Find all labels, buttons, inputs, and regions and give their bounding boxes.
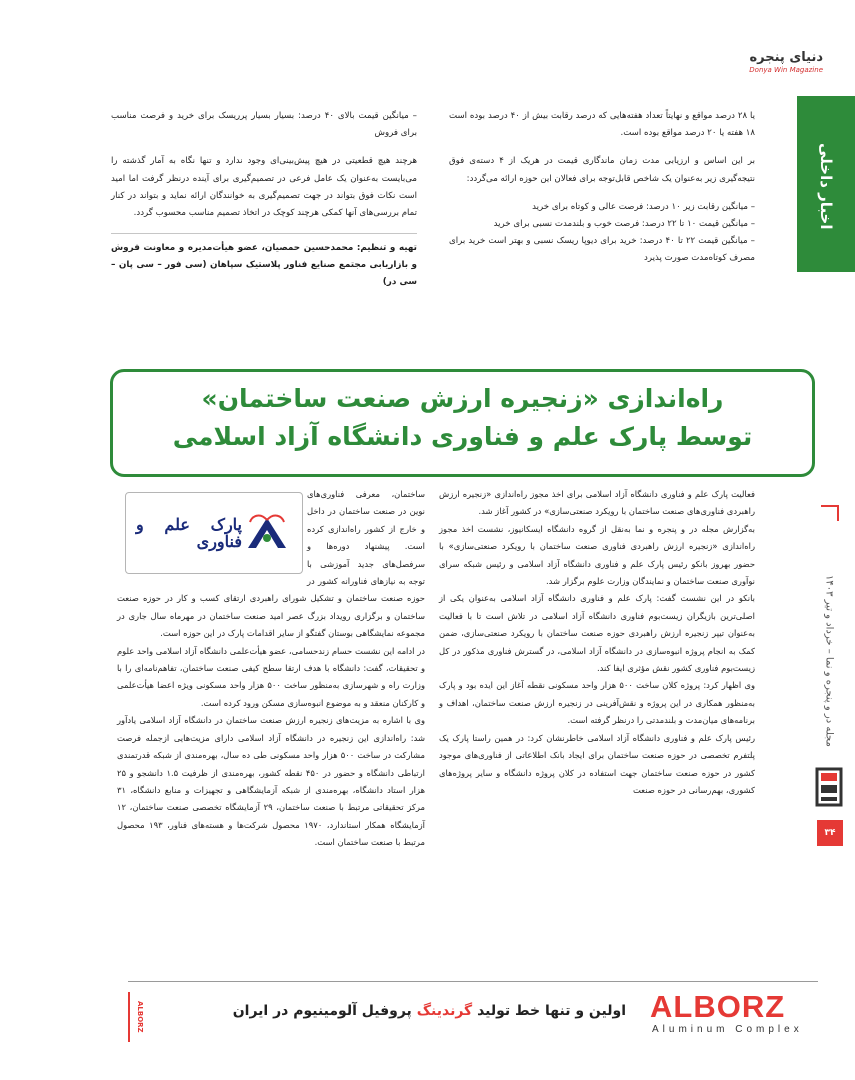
price-bullet-list	[449, 199, 755, 268]
list-item: – میانگین قیمت بالای ۴۰ درصد: بسیار بسیار پرریسک برای خرید و فرصت مناسب برای فروش	[111, 111, 417, 139]
ad-divider	[128, 981, 818, 982]
tagline-post: پروفیل آلومینیوم در ایران	[232, 1003, 417, 1019]
author-credit: تهیه و تنظیم: محمدحسین حمصیان، عضو هیأت‌مدیره و معاونت فروش و بازاریابی مجتمع صنایع فناور پلاستیک سپاهان (سی فور – سی پان – سی در)	[111, 233, 417, 291]
paragraph: ساختمان، معرفی فناوری‌های نوین در صنعت ساختمان در داخل و خارج از کشور راه‌اندازی کرده است. پیشنهاد دوره‌ها و سرفصل‌های جدید آموزشی با توجه به نیازهای فناورانه کشور در حوزه صنعت ساختمان و تشکیل شورای راهبردی ارتقای کسب و کار در حوزه صنعت ساختمان و برگزاری رویداد بزرگ عصر امید صنعت ساختمان در مهرماه سال جاری در مجموعه نمایشگاهی بوستان گفتگو از سایر اقدامات پارک در این حوزه است.	[117, 489, 425, 639]
paragraph: وی با اشاره به مزیت‌های زنجیره ارزش صنعت ساختمان در دانشگاه آزاد اسلامی یادآور شد: راه‌اندازی این زنجیره در دانشگاه آزاد اسلامی دارای مزیت‌هایی ازجمله فرصت مشارکت در ساخت ۵۰۰ هزار واحد مسکونی طی ده سال، بهره‌مندی از شبکه قدرتمندی ارتباطی دانشگاه و حضور در ۴۵۰ نقطه کشور، بهره‌مندی از ظرفیت ۱.۵ دانشجو و ۲۵ هزار استاد دانشگاه، بهره‌مندی از شبکه آزمایشگاهی و تجهیزات و منابع دانشگاه، ۳۱ مرکز تحقیقاتی مرتبط با صنعت ساختمان، ۲۹ آزمایشگاه تخصصی صنعت ساختمان، ۱۲ آزمایشگاه همکار استاندارد، ۱۹۷۰ محصول شرکت‌ها و هسته‌های فناور، ۱۹۳ محصول مرتبط با صنعت ساختمان است.	[117, 715, 426, 848]
brand-subtitle: Aluminum Complex	[652, 1024, 803, 1035]
brand-name: ALBORZ	[650, 989, 786, 1024]
headline-line-1: راه‌اندازی «زنجیره ارزش صنعت ساختمان»	[201, 384, 724, 413]
article-right-column	[439, 486, 755, 799]
park-logo-text: پارک علم و فناوری	[136, 514, 242, 551]
tagline-pre: اولین و تنها خط تولید	[472, 1003, 626, 1019]
article-left-column	[117, 486, 425, 852]
headline-line-2: توسط پارک علم و فناوری دانشگاه آزاد اسلامی	[172, 422, 753, 451]
logo-sub-text: Donya Win Magazine	[749, 66, 823, 74]
logo-main-label: دنیای پنجره	[749, 50, 823, 65]
top-left-column	[111, 108, 417, 291]
paragraph: هرچند هیچ قطعیتی در هیچ پیش‌بینی‌ای وجود ندارد و تنها نگاه به آمار گذشته را می‌بایست به‌عنوان یک عامل فرعی در تصمیم‌گیری برای آینده درنظر گرفت اما امید است نکات فوق بتواند در جهت تصمیم‌گیری به خوانندگان ارائه نماید و بتواند در کنار تمام بررسی‌های آنها کمکی هرچند کوچک در اتخاذ تصمیم مناسب محسوب گردد.	[111, 156, 417, 219]
paragraph: رئیس پارک علم و فناوری دانشگاه آزاد اسلامی خاطرنشان کرد: در همین راستا پارک یک پلتفرم تخصصی در حوزه صنعت ساختمان برای ایجاد بانک اطلاعاتی از فناوری‌های موجود کشور در حوزه صنعت ساختمان جهت استفاده در کلان پروژه دانشگاه و سایر پروژه‌های کشوری، بهم‌رسانی در حوزه صنعت	[439, 732, 755, 795]
paragraph: در ادامه این نشست حسام زندحسامی، عضو هیأت‌علمی دانشگاه آزاد اسلامی واحد علوم و تحقیقات، گفت: دانشگاه با هدف ارتقا سطح کیفی صنعت ساختمان، تفاهم‌نامه‌ای را با وزارت راه و شهرسازی به‌منظور ساخت ۵۰۰ هزار واحد مسکونی ویژه اعضا هیأت‌علمی و کارکنان منعقد و به موضوع انبوه‌سازی مسکن ورود کرده است.	[117, 645, 425, 708]
paragraph: وی اظهار کرد: پروژه کلان ساخت ۵۰۰ هزار واحد مسکونی نقطه آغاز این ایده بود و پارک به‌منظور همکاری در این پروژه و نقش‌آفرینی در زنجیره ارزش صنعت ساختمان، اهداف و برنامه‌های میان‌مدت و بلندمدتی را درنظر گرفته است.	[439, 680, 755, 726]
ad-side-logo: ALBORZ	[128, 992, 144, 1042]
list-item: – میانگین قیمت ۲۲ تا ۴۰ درصد: خرید برای دیوپا ریسک نسبی و بهتر است خرید برای مصرف کوتاه‌مدت صورت پذیرد	[449, 236, 755, 264]
magazine-logo	[723, 50, 823, 76]
alborz-ad-banner[interactable]	[128, 988, 818, 1046]
paragraph: بانکو در این نشست گفت: پارک علم و فناوری دانشگاه آزاد اسلامی به‌عنوان یکی از اصلی‌ترین بازیگران زیست‌بوم فناوری دانشگاه آزاد اسلامی در تلاش است تا با فعالیت به‌عنوان تیپر زنجیره ارزش راهبردی حوزه صنعت ساختمان با رویکرد صنعتی‌سازی، ضمن کمک به انجام پروژه انبوه‌سازی در دانشگاه آزاد اسلامی، در گسترش فناوری مذکور در کل زیست‌بوم فناوری کشور نقش مؤثری ایفا کند.	[439, 593, 755, 674]
ad-tagline	[233, 1003, 626, 1019]
park-logo-box	[125, 492, 303, 574]
list-item: – میانگین رقابت زیر ۱۰ درصد: فرصت عالی و کوتاه برای خرید	[532, 201, 755, 212]
margin-red-bracket	[821, 505, 839, 521]
tagline-highlight: گرندینگ	[416, 1003, 473, 1019]
alborz-logo	[650, 990, 818, 1042]
article-headline-box	[110, 369, 815, 477]
logo-main-text	[723, 50, 823, 66]
paragraph: بر این اساس و ارزیابی مدت زمان ماندگاری قیمت در هریک از ۴ دسته‌ی فوق نتیجه‌گیری زیر به‌عنوان یک شاخص قابل‌توجه برای فعالان این حوزه ارائه می‌گردد:	[449, 156, 755, 184]
paragraph: فعالیت پارک علم و فناوری دانشگاه آزاد اسلامی برای اخذ مجوز راه‌اندازی «زنجیره ارزش راهبردی فناوری‌های صنعت ساختمان با رویکرد صنعتی‌سازی» در کشور آغاز شد.	[439, 489, 755, 517]
page-margin-strip	[811, 505, 849, 1015]
paragraph: به‌گزارش مجله در و پنجره و نما به‌نقل از گروه دانشگاه ایسکانیوز، نشست اخذ مجوز راه‌اندازی «زنجیره ارزش راهبردی فناوری صنعت ساختمان با رویکرد صنعتی‌سازی» با حضور بهروز بانکو رئیس پارک علم و فناوری دانشگاه آزاد اسلامی و رئیس شبکه سرای نوآوری صنعت ساختمان و نمایندگان وزارت علوم برگزار شد.	[439, 523, 755, 587]
section-tab-label: اخبار داخلی	[817, 142, 835, 230]
top-right-column	[449, 108, 755, 268]
university-emblem-icon	[242, 508, 292, 558]
section-tab	[797, 96, 855, 272]
list-item: – میانگین قیمت ۱۰ تا ۲۲ درصد: فرصت خوب و بلندمدت نسبی برای خرید	[493, 219, 755, 230]
magazine-issue-label: مجله در و پنجره و نما – خرداد و تیر ۱۴۰۳	[823, 575, 835, 747]
page-number: ۳۴	[817, 820, 843, 846]
paragraph: یا ۲۸ درصد مواقع و نهایتاً تعداد هفته‌هایی که درصد رقابت بیش از ۴۰ درصد بوده است ۱۸ هفته یا ۲۰ درصد مواقع بوده است.	[449, 111, 755, 139]
window-icon	[815, 767, 843, 807]
